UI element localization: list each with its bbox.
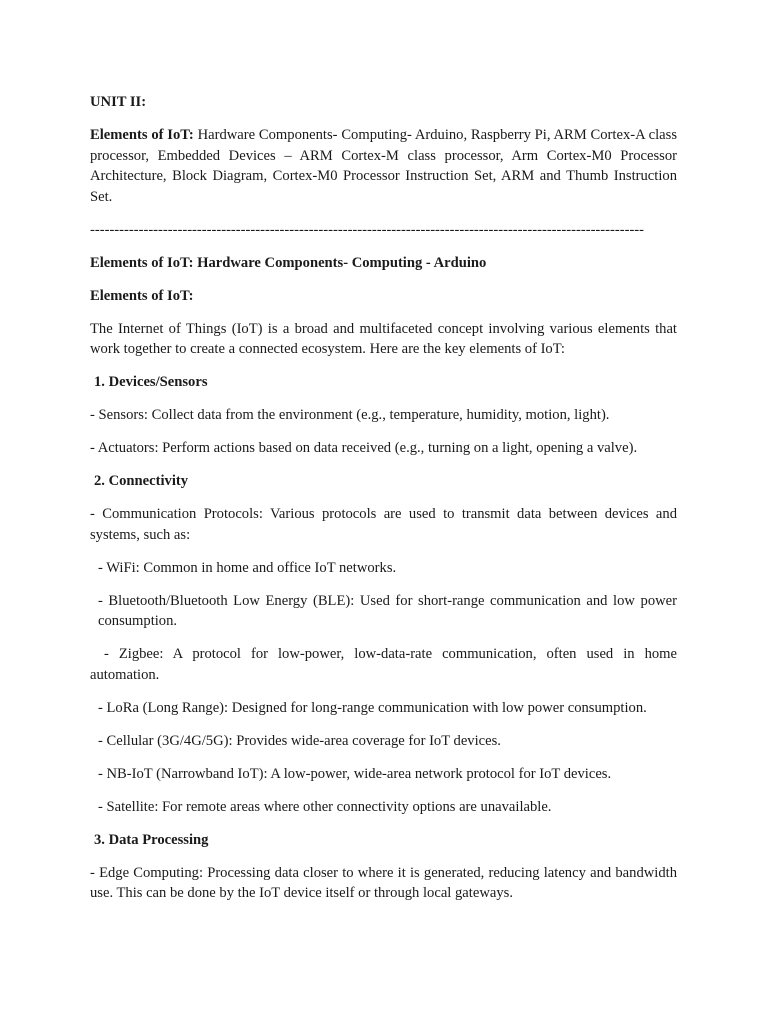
nbiot-item: - NB-IoT (Narrowband IoT): A low-power, wide-area network protocol for IoT devices. [98, 765, 612, 782]
unit-title: UNIT II: [90, 94, 147, 110]
protocols-item: - Communication Protocols: Various protocols are used to transmit data between devices and systems, such as: [90, 506, 677, 543]
satellite-item: - Satellite: For remote areas where other connectivity options are unavailable. [98, 798, 552, 815]
intro-paragraph [90, 125, 677, 207]
actuators-item: - Actuators: Perform actions based on data received (e.g., turning on a light, opening a valve). [90, 440, 638, 456]
section-3-title: 3. Data Processing [94, 831, 209, 848]
intro-label: Elements of IoT: [90, 127, 194, 143]
zigbee-item [90, 644, 677, 685]
overview-paragraph: The Internet of Things (IoT) is a broad and multifaceted concept involving various elements that work together to create a connected ecosystem. Here are the key elements of IoT: [90, 320, 677, 357]
sensors-item: - Sensors: Collect data from the environment (e.g., temperature, humidity, motion, light). [90, 407, 610, 423]
section-2-title: 2. Connectivity [94, 473, 189, 489]
zigbee-text: - Zigbee: A protocol for low-power, low-data-rate communication, often used in home automation. [90, 646, 677, 683]
edge-computing-item: - Edge Computing: Processing data closer to where it is generated, reducing latency and bandwidth use. This can be done by the IoT device itself or through local gateways. [90, 864, 677, 901]
wifi-item: - WiFi: Common in home and office IoT networks. [98, 559, 397, 576]
intro-text: Hardware Components- Computing- Arduino, Raspberry Pi, ARM Cortex-A class processor, Embedded Devices – ARM Cortex-M class processor, Arm Cortex-M0 Processor Architecture, Block Diagram, Cortex-M0 Processor Instruction Set, ARM and Thumb Instruction Set. [90, 127, 677, 205]
divider-line: ------------------------------------------------------------------------------------------------------------------ [90, 221, 645, 238]
cellular-item: - Cellular (3G/4G/5G): Provides wide-area coverage for IoT devices. [98, 732, 501, 749]
sub-title: Elements of IoT: [90, 287, 194, 304]
ble-item: - Bluetooth/Bluetooth Low Energy (BLE): Used for short-range communication and low power consumption. [98, 592, 677, 629]
section-title: Elements of IoT: Hardware Components- Computing - Arduino [90, 254, 487, 271]
lora-item: - LoRa (Long Range): Designed for long-range communication with low power consumption. [98, 699, 647, 716]
section-1-title: 1. Devices/Sensors [94, 374, 208, 390]
document-page [90, 92, 677, 916]
